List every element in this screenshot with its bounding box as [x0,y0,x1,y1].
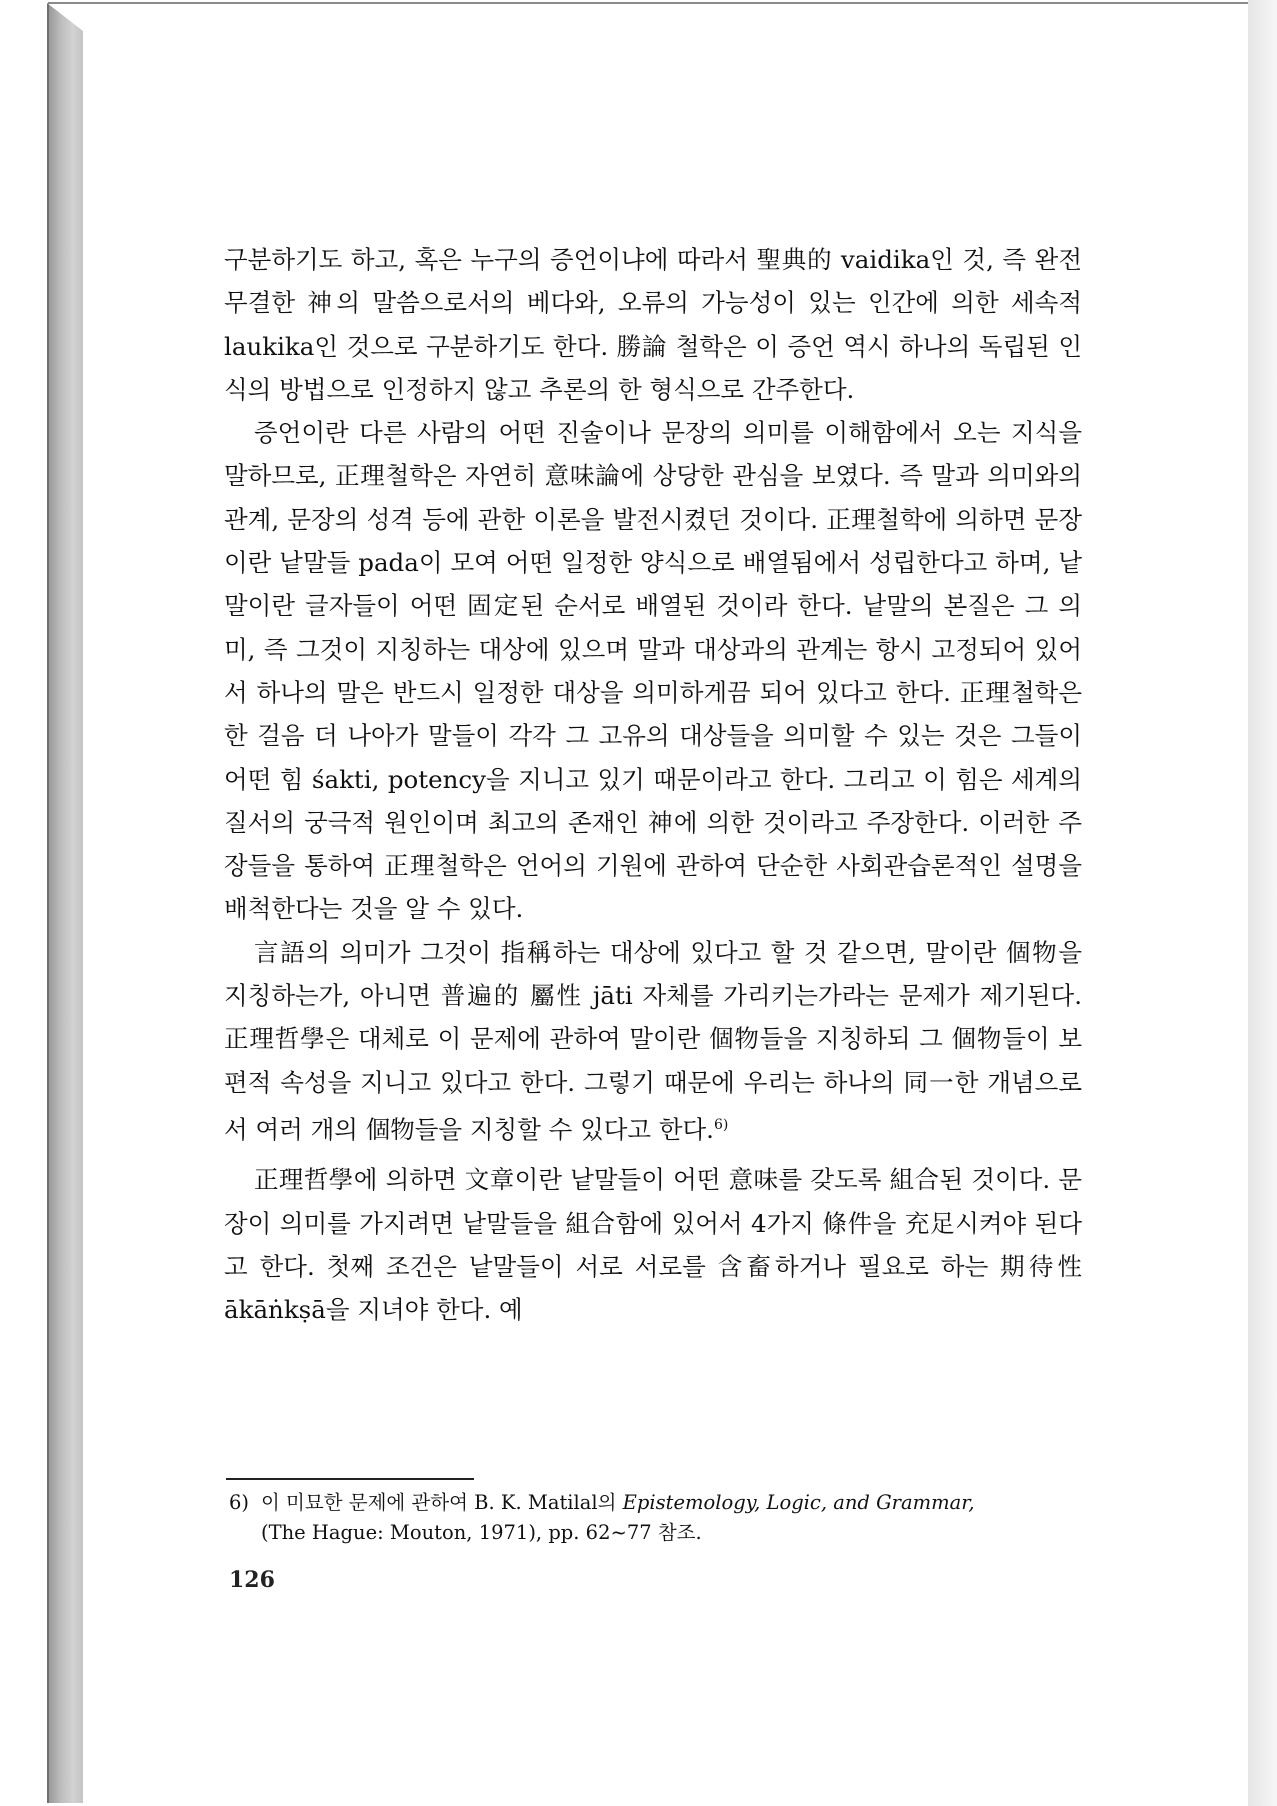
footnote-text-after: (The Hague: Mouton, 1971), pp. 62~77 참조. [261,1521,702,1544]
footnote-line-1 [229,1488,1079,1518]
footnote-text-before: 이 미묘한 문제에 관하여 B. K. Matilal의 [261,1491,623,1514]
footnote [229,1488,1079,1548]
paragraph-1: 구분하기도 하고, 혹은 누구의 증언이냐에 따라서 聖典的 vaidika인 것, 즉 완전무결한 神의 말씀으로서의 베다와, 오류의 가능성이 있는 인간에 의한 세속적 laukika인 것으로 구분하기도 한다. 勝論 철학은 이 증언 역시 하나의 독립된 인식의 방법으로 인정하지 않고 추론의 한 형식으로 간주한다. [224,245,1082,404]
body-text [224,238,1082,1332]
footnote-divider [226,1478,474,1480]
paragraph-4: 正理哲學에 의하면 文章이란 낱말들이 어떤 意味를 갖도록 組合된 것이다. 문장이 의미를 가지려면 낱말들을 組合함에 있어서 4가지 條件을 充足시켜야 된다고 한다. 첫째 조건은 낱말들이 서로 서로를 含畜하거나 필요로 하는 期待性 ākāṅkṣā을 지녀야 한다. 예 [224,1165,1082,1325]
page-stack-edge [47,3,83,1803]
footnote-number: 6) [229,1491,250,1514]
paragraph-3-text: 言語의 의미가 그것이 指稱하는 대상에 있다고 할 것 같으면, 말이란 個物을 지칭하는가, 아니면 普遍的 屬性 jāti 자체를 가리키는가라는 문제가 제기된다. 正理哲學은 대체로 이 문제에 관하여 말이란 個物들을 지칭하되 그 個物들이 보편적 속성을 지니고 있다고 한다. 그렇기 때문에 우리는 하나의 同一한 개념으로서 여러 개의 個物들을 지칭할 수 있다고 한다. [224,937,1082,1145]
paragraph-3 [224,931,1082,1152]
page-number: 126 [229,1567,275,1593]
page-top-edge [48,2,1248,4]
footnote-reference: 6) [713,1116,729,1133]
paragraph-2: 증언이란 다른 사람의 어떤 진술이나 문장의 의미를 이해함에서 오는 지식을 말하므로, 正理철학은 자연히 意味論에 상당한 관심을 보였다. 즉 말과 의미와의 관계, 문장의 성격 등에 관한 이론을 발전시켰던 것이다. 正理철학에 의하면 문장이란 낱말들 pada이 모여 어떤 일정한 양식으로 배열됨에서 성립한다고 하며, 낱말이란 글자들이 어떤 固定된 순서로 배열된 것이라 한다. 낱말의 본질은 그 의미, 즉 그것이 지칭하는 대상에 있으며 말과 대상과의 관계는 항시 고정되어 있어서 하나의 말은 반드시 일정한 대상을 의미하게끔 되어 있다고 한다. 正理철학은 한 걸음 더 나아가 말들이 각각 그 고유의 대상들을 의미할 수 있는 것은 그들이 어떤 힘 śakti, potency을 지니고 있기 때문이라고 한다. 그리고 이 힘은 세계의 질서의 궁극적 원인이며 최고의 존재인 神에 의한 것이라고 주장한다. 이러한 주장들을 통하여 正理철학은 언어의 기원에 관하여 단순한 사회관습론적인 설명을 배척한다는 것을 알 수 있다. [224,418,1082,924]
footnote-cited-title: Epistemology, Logic, and Grammar, [622,1491,975,1514]
right-margin-shade [1248,0,1277,1806]
